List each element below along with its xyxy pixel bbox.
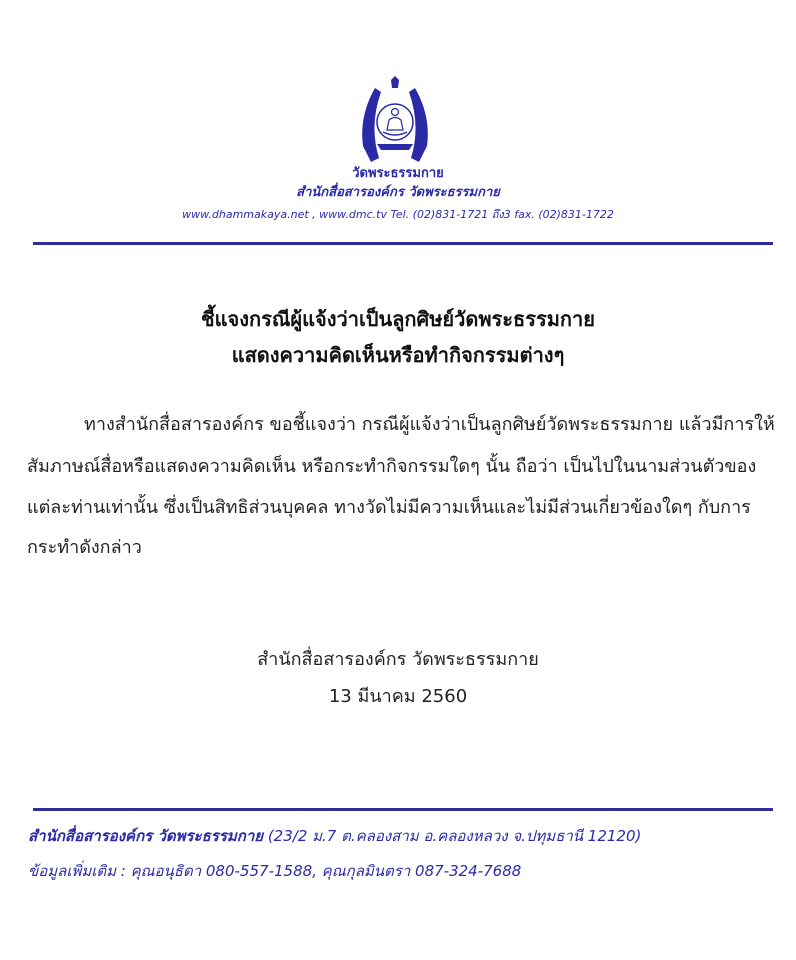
footer-address-line: [28, 824, 641, 848]
footer-contact-info: ข้อมูลเพิ่มเติม : คุณอนุธิดา 080-557-1588, คุณกุลมินตรา 087-324-7688: [28, 862, 522, 880]
header-divider: [33, 242, 773, 245]
body-line-1: ทางสำนักสื่อสารองค์กร ขอชี้แจงว่า กรณีผู้แจ้งว่าเป็นลูกศิษย์วัดพระธรรมกาย แล้วมีการให้: [84, 414, 775, 435]
body-line-3: แต่ละท่านเท่านั้น ซึ่งเป็นสิทธิส่วนบุคคล ทางวัดไม่มีความเห็นและไม่มีส่วนเกี่ยวข้องใดๆ กับการ: [27, 497, 751, 518]
footer-divider: [33, 808, 773, 811]
body-line-2: สัมภาษณ์สื่อหรือแสดงความคิดเห็น หรือกระทำกิจกรรมใดๆ นั้น ถือว่า เป็นไปในนามส่วนตัวของ: [27, 456, 757, 477]
signature-date: 13 มีนาคม 2560: [328, 686, 468, 707]
statement-subtitle: แสดงความคิดเห็นหรือทำกิจกรรมต่างๆ: [231, 343, 565, 367]
office-name: สำนักสื่อสารองค์กร วัดพระธรรมกาย: [296, 185, 500, 200]
contact-line: www.dhammakaya.net , www.dmc.tv Tel. (02)831-1721 ถึง3 fax. (02)831-1722: [182, 208, 614, 221]
body-line-4: กระทำดังกล่าว: [27, 537, 142, 558]
statement-title: ชี้แจงกรณีผู้แจ้งว่าเป็นลูกศิษย์วัดพระธรรมกาย: [201, 307, 595, 331]
signature-office: สำนักสื่อสารองค์กร วัดพระธรรมกาย: [257, 649, 539, 670]
footer-address: (23/2 ม.7 ต.คลองสาม อ.คลองหลวง จ.ปทุมธานี 12120): [263, 827, 642, 845]
footer-office-name: สำนักสื่อสารองค์กร วัดพระธรรมกาย: [28, 827, 264, 845]
temple-logo-icon: [345, 76, 445, 166]
org-name: วัดพระธรรมกาย: [352, 166, 444, 181]
